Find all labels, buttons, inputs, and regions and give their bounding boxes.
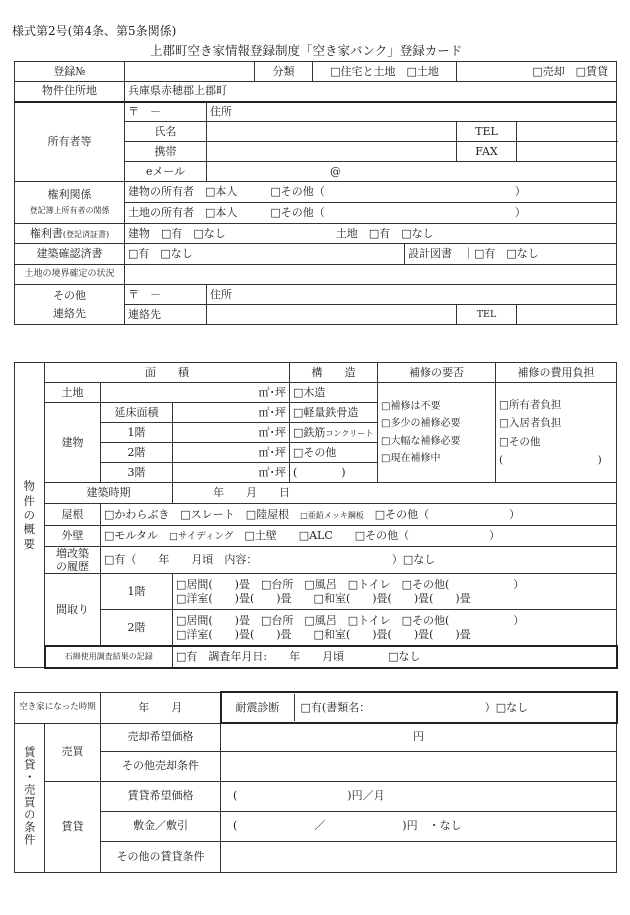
confirm-no-checkbox[interactable]: □なし: [160, 247, 193, 261]
owner-email-field[interactable]: [207, 162, 617, 182]
form-number: 様式第2号(第4条、第5条関係): [12, 24, 177, 38]
rent-label: 賃貸: [45, 781, 101, 872]
f3-area-field[interactable]: ㎡･坪: [173, 463, 290, 483]
jiki-field[interactable]: 年 月 日: [173, 483, 617, 504]
terms-table: [14, 691, 618, 873]
wall-mortar-checkbox[interactable]: □モルタル: [104, 529, 158, 543]
boundary-label: 土地の境界確定の状況: [15, 265, 125, 285]
terms-label: 賃貸・売買の条件: [15, 723, 45, 872]
rooms-label: 間取り: [45, 574, 101, 646]
hoshu-header: 補修の要否: [378, 363, 496, 383]
email-at: @: [330, 164, 341, 178]
rent-price-field[interactable]: ( )円／月: [221, 781, 617, 811]
tochi-label: 土地: [45, 383, 101, 403]
owner-fax-field[interactable]: [517, 142, 617, 162]
reg-no-label: 登録№: [15, 62, 125, 82]
sonota-futan-paren: ( ): [499, 453, 602, 466]
tekkin-checkbox[interactable]: □鉄筋コンクリート: [290, 423, 378, 443]
rooms-f1-line1[interactable]: □居間( )畳 □台所 □風呂 □トイレ □その他(: [176, 578, 450, 592]
confirm-yes-checkbox[interactable]: □有: [128, 247, 150, 261]
land-owner-other-checkbox[interactable]: □その他（: [270, 206, 325, 220]
wall-label: 外壁: [45, 526, 101, 547]
address-value[interactable]: 兵庫県赤穂郡上郡町: [125, 82, 617, 102]
fuyou-checkbox[interactable]: □補修は不要: [381, 400, 441, 412]
deposit-label: 敷金／敷引: [101, 811, 221, 841]
rooms-f2-line1[interactable]: □居間( )畳 □台所 □風呂 □トイレ □その他(: [176, 613, 450, 627]
keiryo-checkbox[interactable]: □軽量鉄骨造: [290, 403, 378, 423]
rooms-f2-label: 2階: [101, 610, 173, 646]
owner-fax-label: FAX: [457, 142, 517, 162]
asbestos-no-checkbox[interactable]: □なし: [388, 650, 421, 663]
bunrui-label: 分類: [255, 62, 313, 82]
land-checkbox[interactable]: □土地: [406, 64, 439, 78]
asbestos-date[interactable]: 調査年月日: 年 月頃: [208, 650, 345, 663]
bldg-owner-label: 建物の所有者: [128, 185, 194, 199]
drawings-label: 設計図書: [408, 247, 452, 261]
mokuzou-checkbox[interactable]: □木造: [290, 383, 378, 403]
nyukyo-checkbox[interactable]: □入居者負担: [499, 417, 562, 430]
sell-label: 売買: [45, 723, 101, 781]
deposit-field[interactable]: ( ／ )円 ・なし: [221, 811, 617, 841]
owner-mobile-label: 携帯: [125, 142, 207, 162]
page-title: 上郡町空き家情報登録制度「空き家バンク」登録カード: [150, 43, 463, 58]
cert-land-no-checkbox[interactable]: □なし: [401, 226, 434, 240]
kouzou-header: 構 造: [290, 363, 378, 383]
rent-other-label: その他の賃貸条件: [101, 841, 221, 872]
roof-options[interactable]: □かわらぶき □スレート □陸屋根: [104, 507, 290, 521]
ohaba-checkbox[interactable]: □大幅な補修必要: [381, 435, 461, 447]
boundary-field[interactable]: [125, 265, 617, 285]
roof-label: 屋根: [45, 504, 101, 526]
contact-tel-field[interactable]: [517, 305, 617, 325]
land-owner-label: 土地の所有者: [128, 206, 194, 220]
f3-label: 3階: [101, 463, 173, 483]
tatemono-label: 建物: [45, 403, 101, 483]
cert-land-yes-checkbox[interactable]: □有: [368, 226, 391, 240]
vacant-date[interactable]: 年 月: [101, 692, 221, 723]
owner-tel-field[interactable]: [517, 122, 617, 142]
rights-label: 権利関係 登記簿上所有者の関係: [15, 182, 125, 224]
owner-name-field[interactable]: [207, 122, 457, 142]
owner-mobile-field[interactable]: [207, 142, 457, 162]
confirm-label: 建築確認済書: [15, 244, 125, 265]
sell-price-field[interactable]: 円: [221, 723, 617, 751]
taishin-no-checkbox[interactable]: ）□なし: [484, 701, 529, 714]
reno-yes-checkbox[interactable]: □有（ 年 月頃 内容：: [104, 553, 252, 567]
contact-tel-label: TEL: [457, 305, 517, 325]
drawings-no-checkbox[interactable]: □なし: [506, 247, 539, 261]
menseki-header: 面 積: [45, 363, 290, 383]
rooms-f1-label: 1階: [101, 574, 173, 610]
owner-email-label: eメール: [125, 162, 207, 182]
cert-bldg-no-checkbox[interactable]: □なし: [193, 226, 226, 240]
sell-other-field[interactable]: [221, 751, 617, 781]
reno-label: 増改築 の履歴: [45, 547, 101, 574]
asbestos-label: 石綿使用調査結果の記録: [45, 646, 173, 668]
shoyusha-checkbox[interactable]: □所有者負担: [499, 398, 562, 411]
owner-tel-label: TEL: [457, 122, 517, 142]
taishin-yes-checkbox[interactable]: □有(書類名：: [300, 701, 365, 714]
roof-galv-checkbox[interactable]: □亜鉛メッキ鋼板: [300, 510, 364, 520]
wall-siding-checkbox[interactable]: □サイディング: [168, 531, 234, 543]
owner-postal[interactable]: 〒 －: [125, 102, 207, 122]
reno-no-checkbox[interactable]: ）□なし: [391, 553, 436, 567]
jiki-label: 建築時期: [45, 483, 173, 504]
sonota-kouzou-paren: ( ): [290, 463, 378, 483]
bldg-owner-other-checkbox[interactable]: □その他（: [270, 185, 325, 199]
hiyou-header: 補修の費用負担: [496, 363, 617, 383]
vacant-label: 空き家になった時期: [15, 692, 101, 723]
contact-label: その他 連絡先: [15, 285, 125, 325]
cert-bldg-yes-checkbox[interactable]: □有: [161, 226, 183, 240]
overview-table: 物件の概要 面 積 構 造 補修の要否 補修の費用負担 土地 ㎡･坪 □木造 □補修は不要 □多少の補修必要 □大幅な補修必要 □現在補修中 □所有者負担 □入居者負担 □その他 ( ) 建物 延床面積 ㎡･坪 □軽量鉄骨造 1階 ㎡･坪 □鉄筋コンクリート 2階 ㎡･坪 □その他 3階 ㎡･坪 ( ) 建築時期 年 月 日 屋根 □かわらぶき □スレート □陸屋根 □亜鉛メッキ鋼板 □その他（ ） 外壁 □モルタル □サイディング □土壁 □ALC □その他（ ） 増改築 の履歴 □有（ 年 月頃 内容： ）□なし 間取り 1階 □居間( )畳 □台所 □風呂 □トイレ □その他( ） □洋室( )畳( )畳 □和室( )畳( )畳( )畳 2階 □居間( )畳 □台所 □風呂 □トイレ □その他( ） □洋室( )畳( )畳 □和室( )畳( )畳( )畳 石綿使用調査結果の記録 □有 調査年月日: 年 月頃 □なし: [14, 362, 618, 669]
owner-name-label: 氏名: [125, 122, 207, 142]
sonota-kouzou-checkbox[interactable]: □その他: [290, 443, 378, 463]
certificate-label: 権利書(登記済証書): [15, 224, 125, 244]
reg-no-value[interactable]: [125, 62, 255, 82]
nobe-field[interactable]: ㎡･坪: [173, 403, 290, 423]
shoushou-checkbox[interactable]: □多少の補修必要: [381, 418, 461, 429]
sonota-futan-checkbox[interactable]: □その他: [499, 435, 541, 448]
roof-other-checkbox[interactable]: □その他（: [374, 507, 430, 521]
sale-checkbox[interactable]: □売却: [532, 64, 565, 78]
contact-person-label: 連絡先: [125, 305, 207, 325]
nobe-label: 延床面積: [101, 403, 173, 423]
genzai-checkbox[interactable]: □現在補修中: [381, 453, 441, 464]
owner-label: 所有者等: [15, 102, 125, 182]
owner-address-label: 住所: [210, 104, 232, 118]
sell-other-label: その他売却条件: [101, 751, 221, 781]
rooms-f2-line2[interactable]: □洋室( )畳( )畳 □和室( )畳( )畳( )畳: [176, 627, 471, 641]
address-label: 物件住所地: [15, 82, 125, 102]
contact-address-label: 住所: [210, 287, 232, 301]
rent-price-label: 賃貸希望価格: [101, 781, 221, 811]
f1-label: 1階: [101, 423, 173, 443]
rooms-f1-line2[interactable]: □洋室( )畳( )畳 □和室( )畳( )畳( )畳: [176, 591, 471, 605]
contact-postal[interactable]: 〒 －: [125, 285, 207, 305]
wall-other-options[interactable]: □土壁 □ALC □その他（: [244, 529, 410, 543]
overview-label: 物件の概要: [15, 363, 45, 668]
contact-person-field[interactable]: [207, 305, 457, 325]
land-owner-self-checkbox[interactable]: □本人: [205, 206, 238, 220]
bldg-owner-self-checkbox[interactable]: □本人: [205, 185, 238, 199]
sell-price-label: 売却希望価格: [101, 723, 221, 751]
tochi-area-field[interactable]: ㎡･坪: [101, 383, 290, 403]
drawings-yes-checkbox[interactable]: □有: [474, 247, 496, 261]
taishin-label: 耐震診断: [222, 694, 295, 721]
registration-table: 登録№ 分類 □住宅と土地 □土地 □売却 □賃貸 物件住所地 兵庫県赤穂郡上郡町 所有者等 〒 － 住所 氏名 TEL 携帯 FAX eメール @ 権利関係 登記簿上所有者の関係 建物の所有者 □本人 □その他（ ） 土地の所有者 □本人 □その他（ ） 権利書(登記済証書) 建物 □有 □なし 土地 □有 □なし 建築確認済書 □有 □なし 設計図書 ｜□有 □なし 土地の境界確定の状況 その他 連絡先 〒 － 住所 連絡先 TEL: [14, 61, 617, 325]
rent-checkbox[interactable]: □賃貸: [575, 64, 609, 78]
f1-area-field[interactable]: ㎡･坪: [173, 423, 290, 443]
f2-area-field[interactable]: ㎡･坪: [173, 443, 290, 463]
rent-other-field[interactable]: [221, 841, 617, 872]
f2-label: 2階: [101, 443, 173, 463]
asbestos-yes-checkbox[interactable]: □有: [176, 650, 198, 663]
house-land-checkbox[interactable]: □住宅と土地: [330, 64, 396, 78]
